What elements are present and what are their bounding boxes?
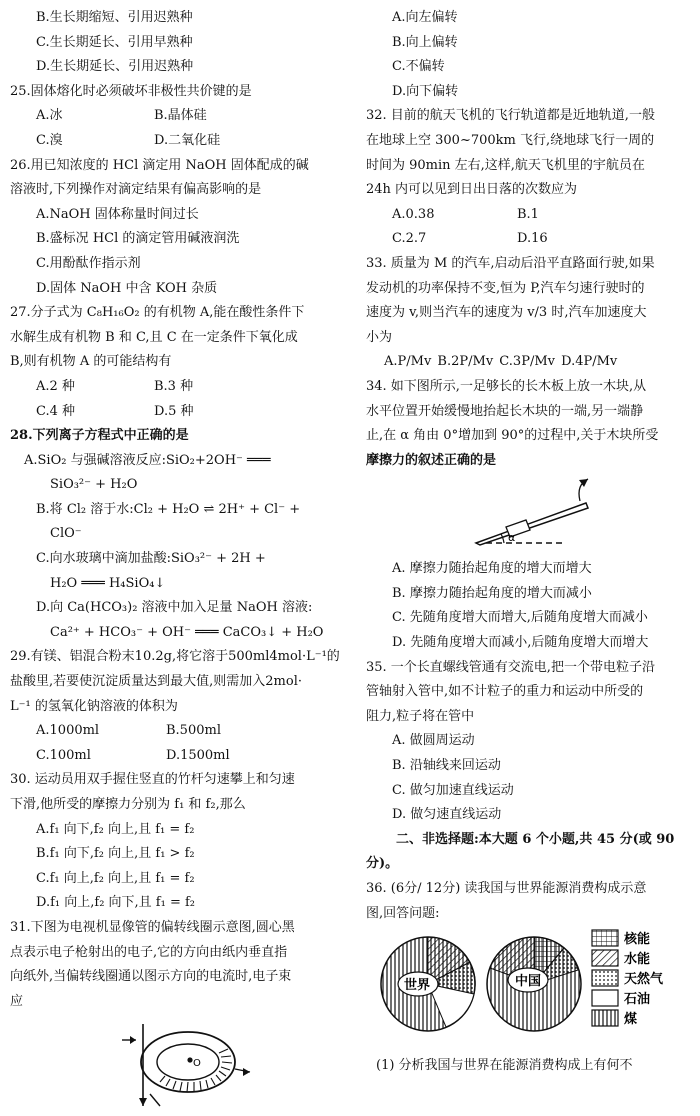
- fig-center-label: O: [193, 1058, 201, 1070]
- q25-stem: 25.固体熔化时必须破坏非极性共价键的是: [10, 83, 252, 99]
- legend-swatch-coal: [592, 1010, 618, 1026]
- q26-option-c: C.用酚酞作指示剂: [36, 255, 141, 271]
- q24-option-c: C.生长期延长、引用早熟种: [36, 34, 193, 50]
- q26-stem-line-2: 溶液时,下列操作对滴定结果有偏高影响的是: [10, 182, 262, 198]
- section-2-heading: 二、非选择题:本大题 6 个小题,共 45 分(或 90: [396, 831, 675, 847]
- q30-stem-line-2: 下滑,他所受的摩擦力分别为 f₁ 和 f₂,那么: [10, 797, 246, 812]
- q34-stem-line-3: 止,在 α 角由 0°增加到 90°的过程中,关于木块所受: [366, 428, 659, 444]
- q32-option-c: C.2.7: [392, 231, 427, 247]
- q30-stem-line-1: 30. 运动员用双手握住竖直的竹杆匀速攀上和匀速: [10, 772, 295, 788]
- legend-swatch-hydro: [592, 950, 618, 966]
- q27-stem-line-2: 水解生成有机物 B 和 C,且 C 在一定条件下氧化成: [10, 329, 298, 345]
- q26-option-b: B.盛标况 HCl 的滴定管用碱液润洗: [36, 231, 240, 247]
- q31-option-a: A.向左偏转: [392, 10, 458, 25]
- q32-stem-line-4: 24h 内可以见到日出日落的次数应为: [366, 182, 578, 198]
- energy-consumption-figure: [366, 926, 694, 1054]
- q34-option-d: D. 先随角度增大而减小,后随角度增大而增大: [392, 635, 649, 651]
- section-2-heading-cont: 分)。: [366, 856, 399, 872]
- q36-sub-question-1: (1) 分析我国与世界在能源消费构成上有何不: [376, 1058, 633, 1074]
- q35-option-c: C. 做匀加速直线运动: [392, 782, 514, 798]
- q29-option-d: D.1500ml: [166, 747, 230, 763]
- q31-stem-line-2: 点表示电子枪射出的电子,它的方向由纸内垂直指: [10, 944, 288, 960]
- q33-stem-line-3: 速度为 v,则当汽车的速度为 v/3 时,汽车加速度大: [366, 305, 647, 321]
- q32-option-b: B.1: [517, 206, 539, 222]
- q34-option-a: A. 摩擦力随抬起角度的增大而增大: [392, 561, 592, 577]
- q29-option-b: B.500ml: [166, 723, 221, 739]
- q24-option-b: B.生长期缩短、引用迟熟种: [36, 10, 193, 25]
- q31-option-b: B.向上偏转: [392, 34, 458, 50]
- world-pie-label: 世界: [404, 978, 431, 994]
- q35-option-d: D. 做匀速直线运动: [392, 807, 502, 823]
- q36-stem-line-2: 图,回答问题:: [366, 905, 440, 921]
- q33-options: A.P/Mv B.2P/Mv C.3P/Mv D.4P/Mv: [384, 354, 618, 370]
- right-column: [366, 6, 694, 1079]
- q28-line-d: D.向 Ca(HCO₃)₂ 溶液中加入足量 NaOH 溶液:: [36, 600, 313, 616]
- legend-nuclear: 核能: [624, 932, 651, 948]
- legend-oil: 石油: [624, 992, 651, 1008]
- q28-line-c2: H₂O ═══ H₄SiO₄↓: [50, 575, 166, 591]
- q29-stem-line-2: 盐酸里,若要使沉淀质量达到最大值,则需加入2mol·: [10, 674, 302, 690]
- q32-stem-line-3: 时间为 90min 左右,这样,航天飞机里的宇航员在: [366, 157, 645, 173]
- q31-option-c: C.不偏转: [392, 59, 445, 75]
- legend-coal: 煤: [624, 1012, 638, 1028]
- angle-alpha-label: α: [508, 531, 516, 545]
- q27-option-b: B.3 种: [154, 378, 194, 394]
- q28-line-a2: SiO₃²⁻ + H₂O: [50, 477, 138, 493]
- q32-stem-line-2: 在地球上空 300~700km 飞行,绕地球飞行一周的: [366, 132, 655, 148]
- q34-stem-line-1: 34. 如下图所示,一足够长的长木板上放一木块,从: [366, 378, 647, 394]
- q28-line-b: B.将 Cl₂ 溶于水:Cl₂ + H₂O ⇌ 2H⁺ + Cl⁻ +: [36, 501, 301, 517]
- q35-option-b: B. 沿轴线来回运动: [392, 758, 501, 774]
- q27-options-row-1: [10, 375, 355, 400]
- q35-stem-line-3: 阻力,粒子将在管中: [366, 708, 475, 724]
- q31-option-d: D.向下偏转: [392, 83, 459, 99]
- energy-legend: [592, 930, 664, 1027]
- q34-option-c: C. 先随角度增大而增大,后随角度增大而减小: [392, 610, 648, 626]
- q26-option-d: D.固体 NaOH 中含 KOH 杂质: [36, 280, 218, 296]
- q32-option-d: D.16: [517, 231, 548, 247]
- q33-stem-line-1: 33. 质量为 M 的汽车,启动后沿平直路面行驶,如果: [366, 255, 655, 271]
- q31-stem-line-1: 31.下图为电视机显像管的偏转线圈示意图,圆心黑: [10, 919, 295, 935]
- inclined-board-figure: [366, 473, 694, 557]
- world-pie: [381, 937, 475, 1031]
- q31-stem-line-4: 应: [10, 993, 24, 1009]
- q24-option-d: D.生长期延长、引用迟熟种: [36, 59, 194, 75]
- q29-option-c: C.100ml: [36, 747, 91, 763]
- q29-stem-line-3: L⁻¹ 的氢氧化钠溶液的体积为: [10, 698, 178, 714]
- q34-stem-line-2: 水平位置开始缓慢地抬起长木块的一端,另一端静: [366, 403, 644, 419]
- q33-stem-line-4: 小为: [366, 329, 393, 345]
- q35-stem-line-1: 35. 一个长直螺线管通有交流电,把一个带电粒子沿: [366, 659, 655, 675]
- left-column: [10, 6, 355, 1112]
- q27-option-c: C.4 种: [36, 403, 76, 419]
- q29-options-row-2: [10, 744, 355, 769]
- q32-stem-line-1: 32. 目前的航天飞机的飞行轨道都是近地轨道,一般: [366, 108, 655, 124]
- q25-option-d: D.二氧化硅: [154, 132, 221, 148]
- legend-swatch-gas: [592, 970, 618, 986]
- q35-stem-line-2: 管轴射入管中,如不计粒子的重力和运动中所受的: [366, 684, 644, 700]
- q34-stem-line-4: 摩擦力的叙述正确的是: [366, 452, 497, 468]
- q34-option-b: B. 摩擦力随抬起角度的增大而减小: [392, 585, 592, 601]
- legend-swatch-nuclear: [592, 930, 618, 946]
- q27-option-a: A.2 种: [36, 378, 75, 394]
- q32-option-a: A.0.38: [392, 206, 435, 222]
- legend-hydro: 水能: [624, 952, 651, 968]
- energy-pie-diagram: [366, 926, 694, 1054]
- q30-option-b: B.f₁ 向下,f₂ 向上,且 f₁ > f₂: [36, 846, 195, 862]
- deflection-coil-figure: [10, 1014, 355, 1112]
- q30-option-d: D.f₁ 向上,f₂ 向下,且 f₁ = f₂: [36, 895, 196, 911]
- q32-options-row-2: [366, 227, 694, 252]
- q25-options-row-1: [10, 104, 355, 129]
- q29-stem-line-1: 29.有镁、铝混合粉末10.2g,将它溶于500ml4mol·L⁻¹的: [10, 649, 340, 665]
- q26-stem-line-1: 26.用已知浓度的 HCl 滴定用 NaOH 固体配成的碱: [10, 157, 309, 173]
- china-pie: [487, 937, 581, 1031]
- q26-option-a: A.NaOH 固体称量时间过长: [36, 206, 199, 222]
- q29-option-a: A.1000ml: [36, 723, 100, 739]
- inclined-board-diagram: [366, 473, 694, 557]
- china-pie-label: 中国: [515, 974, 542, 990]
- q28-line-b2: ClO⁻: [50, 526, 82, 542]
- q27-stem-line-1: 27.分子式为 C₈H₁₆O₂ 的有机物 A,能在酸性条件下: [10, 305, 305, 321]
- q27-option-d: D.5 种: [154, 403, 194, 419]
- q35-option-a: A. 做圆周运动: [392, 733, 475, 749]
- q28-line-a: A.SiO₂ 与强碱溶液反应:SiO₂+2OH⁻ ═══: [24, 452, 271, 468]
- q25-option-a: A.冰: [36, 108, 63, 124]
- legend-swatch-oil: [592, 990, 618, 1006]
- q25-options-row-2: [10, 129, 355, 154]
- q25-option-c: C.溴: [36, 132, 63, 148]
- deflection-coil-diagram: [10, 1014, 355, 1112]
- q28-line-d2: Ca²⁺ + HCO₃⁻ + OH⁻ ═══ CaCO₃↓ + H₂O: [50, 624, 324, 640]
- q32-options-row-1: [366, 203, 694, 228]
- q30-option-c: C.f₁ 向上,f₂ 向上,且 f₁ = f₂: [36, 870, 195, 886]
- legend-gas: 天然气: [624, 972, 664, 988]
- q28-line-c: C.向水玻璃中滴加盐酸:SiO₃²⁻ + 2H +: [36, 551, 266, 567]
- q31-stem-line-3: 向纸外,当偏转线圈通以图示方向的电流时,电子束: [10, 969, 292, 985]
- q25-option-b: B.晶体硅: [154, 108, 207, 124]
- q28-stem: 28.下列离子方程式中正确的是: [10, 428, 189, 444]
- q30-option-a: A.f₁ 向下,f₂ 向上,且 f₁ = f₂: [36, 821, 195, 837]
- q27-stem-line-3: B,则有机物 A 的可能结构有: [10, 354, 172, 370]
- q36-stem-line-1: 36. (6分/ 12分) 读我国与世界能源消费构成示意: [366, 881, 647, 896]
- q33-stem-line-2: 发动机的功率保持不变,恒为 P,汽车匀速行驶时的: [366, 280, 645, 296]
- q27-options-row-2: [10, 400, 355, 425]
- q29-options-row-1: [10, 719, 355, 744]
